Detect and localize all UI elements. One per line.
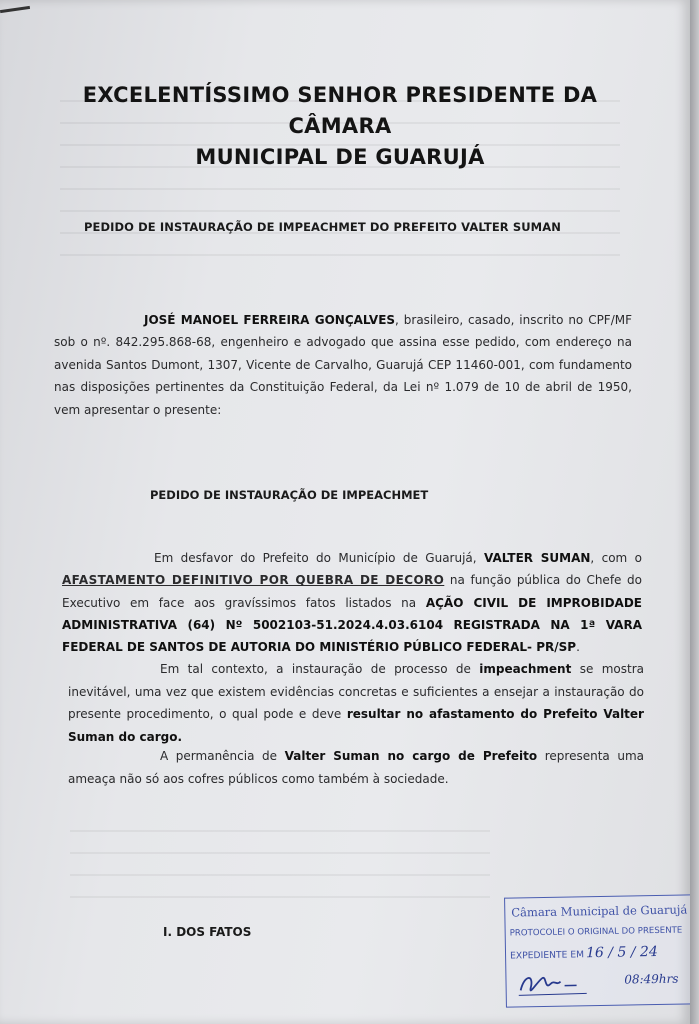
p3-text-a: Em tal contexto, a instauração de processo de [160, 662, 480, 676]
section-title: PEDIDO DE INSTAURAÇÃO DE IMPEACHMET [150, 488, 429, 502]
intro-text: , brasileiro, casado, inscrito no CPF/MF sob o nº. 842.295.868-68, engenheiro e advogado que assina esse pedido, com endereço na avenida Santos Dumont, 1307, Vicente de Carvalho, Guarujá CEP 11460-001, com fundamento nas disposições pertinentes da Constituição Federal, da Lei nº 1.079 de 10 de abril de 1950, vem apresentar o presente: [54, 313, 633, 417]
petitioner-name: JOSÉ MANOEL FERREIRA GONÇALVES [144, 313, 396, 327]
body-paragraph-2 [68, 658, 644, 748]
stamp-protocol-text: PROTOCOLEI O ORIGINAL DO PRESENTE [509, 925, 683, 939]
p3-conclusion: resultar no afastamento do Prefeito Valter Suman do cargo. [68, 707, 644, 744]
title-line-2: MUNICIPAL DE GUARUJÁ [195, 145, 485, 169]
stamp-expediente-label: EXPEDIENTE EM [509, 949, 585, 962]
mayor-name: VALTER SUMAN [483, 551, 591, 565]
p4-text-a: A permanência de [160, 749, 285, 763]
p2-text-c: na função pública do Chefe do Executivo em face aos gravíssimos fatos listados na [62, 573, 642, 610]
intro-paragraph [54, 309, 632, 421]
stamp-date: 16 / 5 / 24 [585, 943, 658, 962]
p2-text-d: . [576, 640, 580, 655]
handwritten-signature-icon [516, 969, 586, 998]
p4-bold: Valter Suman no cargo de Prefeito [284, 749, 538, 763]
corner-mark [0, 6, 30, 13]
stamp-signature-area [516, 967, 686, 998]
p2-text-a: Em desfavor do Prefeito do Município de Guarujá, [154, 551, 484, 565]
p3-text-b: se mostra inevitável, uma vez que existem evidências concretas e suficientes a ensejar a instauração do presente procedimento, o qual pode e deve [68, 662, 644, 722]
document-title [30, 80, 650, 173]
body-paragraph-1 [62, 547, 642, 658]
stamp-institution: Câmara Municipal de Guarujá [511, 902, 688, 920]
page-edge [690, 0, 699, 1024]
p4-text-b: representa uma ameaça não só aos cofres públicos como também à sociedade. [68, 749, 644, 786]
impeachment-term: impeachment [479, 662, 572, 676]
section-dos-fatos: I. DOS FATOS [163, 925, 252, 939]
stamp-time: 08:49hrs [624, 971, 679, 987]
title-line-1: EXCELENTÍSSIMO SENHOR PRESIDENTE DA CÂMARA [82, 83, 598, 138]
body-paragraph-3 [68, 745, 644, 790]
removal-request: AFASTAMENTO DEFINITIVO POR QUEBRA DE DECORO [62, 573, 445, 588]
stamp-date-line [510, 944, 658, 963]
p2-text-b: , com o [590, 551, 642, 565]
lawsuit-reference: AÇÃO CIVIL DE IMPROBIDADE ADMINISTRATIVA (64) Nº 5002103-51.2024.4.03.6104 REGISTRADA NA 1ª VARA FEDERAL DE SANTOS DE AUTORIA DO MINISTÉRIO PÚBLICO FEDERAL- PR/SP [62, 595, 643, 655]
bleed-through-text-lower [70, 830, 490, 900]
document-subtitle: PEDIDO DE INSTAURAÇÃO DE IMPEACHMET DO PREFEITO VALTER SUMAN [84, 220, 561, 234]
protocol-stamp [504, 894, 694, 1007]
